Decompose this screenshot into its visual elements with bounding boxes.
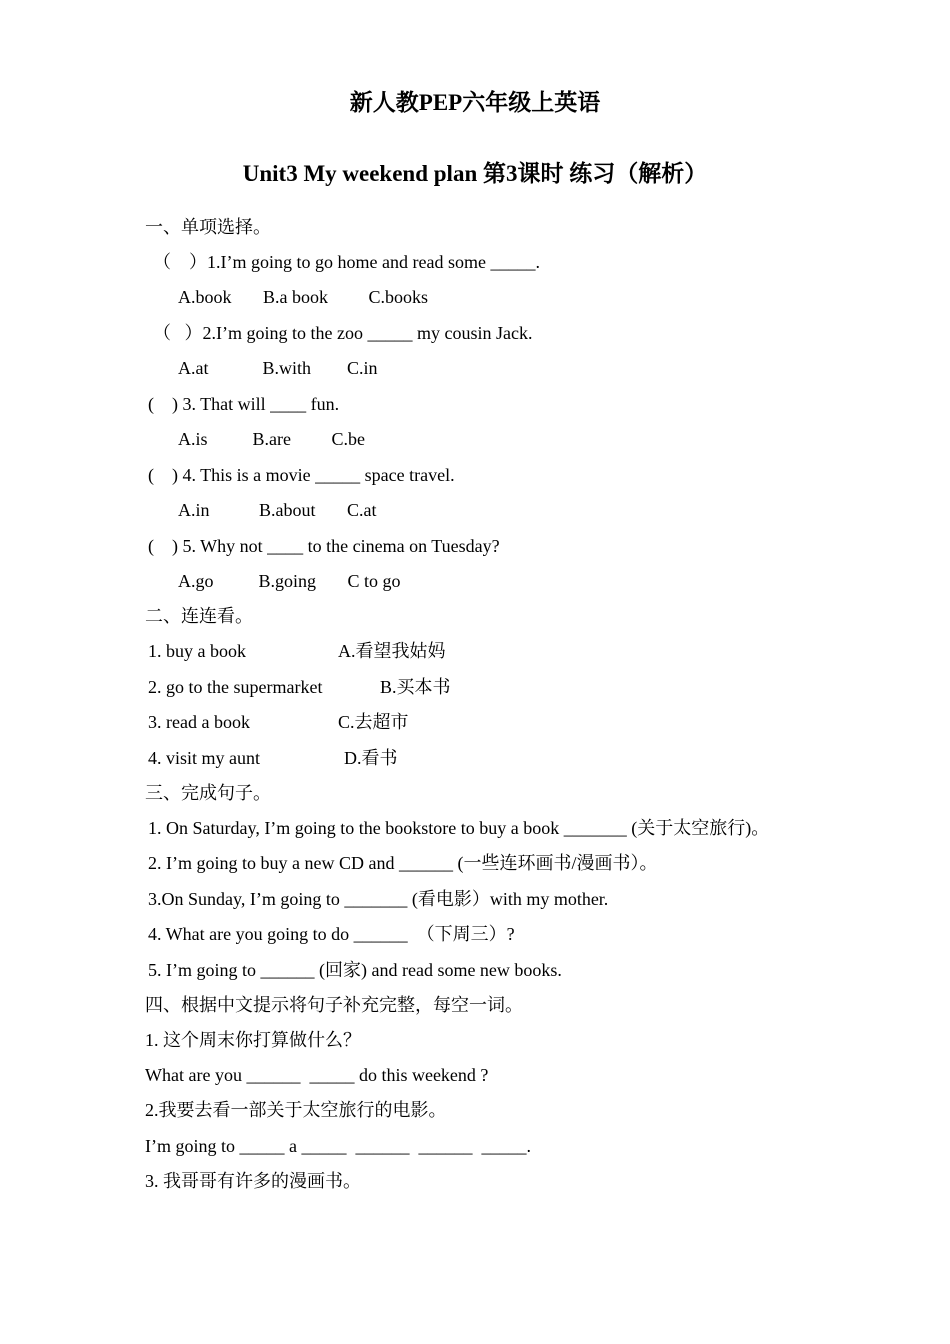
match-left-item: 2. go to the supermarket bbox=[148, 677, 323, 697]
question-4: ( ) 4. This is a movie _____ space travel. bbox=[148, 465, 455, 485]
match-left-item: 3. read a book bbox=[148, 712, 250, 732]
sentence-item: 5. I’m going to ______ (回家) and read some new books. bbox=[148, 960, 562, 980]
options-1: A.book B.a book C.books bbox=[178, 287, 429, 307]
options-3: A.is B.are C.be bbox=[178, 429, 365, 449]
doc-subtitle: Unit3 My weekend plan 第3课时 练习（解析） bbox=[242, 161, 708, 186]
options-5: A.go B.going C to go bbox=[178, 571, 401, 591]
sentence-item: 1. On Saturday, I’m going to the bookstore to buy a book _______ (关于太空旅行)。 bbox=[148, 818, 770, 838]
question-1: （ ）1.I’m going to go home and read some _____. bbox=[153, 252, 540, 272]
question-3: ( ) 3. That will ____ fun. bbox=[148, 394, 340, 414]
match-right-item: B.买本书 bbox=[380, 677, 451, 697]
match-right-item: A.看望我姑妈 bbox=[338, 641, 446, 661]
match-right-item: D.看书 bbox=[344, 748, 398, 768]
match-right-item: C.去超市 bbox=[338, 712, 409, 732]
match-left-item: 1. buy a book bbox=[148, 641, 246, 661]
sentence-item: 3.On Sunday, I’m going to _______ (看电影）with my mother. bbox=[148, 889, 609, 909]
options-2: A.at B.with C.in bbox=[178, 358, 378, 378]
match-left-item: 4. visit my aunt bbox=[148, 748, 260, 768]
english-blank-line: What are you ______ _____ do this weekend ? bbox=[145, 1065, 489, 1085]
sentence-item: 2. I’m going to buy a new CD and ______ (一些连环画书/漫画书）。 bbox=[148, 853, 658, 873]
chinese-prompt: 1. 这个周末你打算做什么？ bbox=[145, 1030, 361, 1050]
section-heading: 四、根据中文提示将句子补充完整，每空一词。 bbox=[145, 995, 523, 1015]
sentence-item: 4. What are you going to do ______ （下周三）? bbox=[148, 924, 515, 944]
chinese-prompt: 2.我要去看一部关于太空旅行的电影。 bbox=[145, 1100, 447, 1120]
doc-title: 新人教PEP六年级上英语 bbox=[349, 90, 601, 115]
question-2: （ ）2.I’m going to the zoo _____ my cousin Jack. bbox=[153, 323, 533, 343]
options-4: A.in B.about C.at bbox=[178, 500, 377, 520]
chinese-prompt: 3. 我哥哥有许多的漫画书。 bbox=[145, 1171, 361, 1191]
section-heading: 三、完成句子。 bbox=[145, 783, 271, 803]
english-blank-line: I’m going to _____ a _____ ______ ______ _____. bbox=[145, 1136, 531, 1156]
section-heading: 一、单项选择。 bbox=[145, 217, 271, 237]
section-heading: 二、连连看。 bbox=[145, 606, 253, 626]
question-5: ( ) 5. Why not ____ to the cinema on Tuesday? bbox=[148, 536, 500, 556]
